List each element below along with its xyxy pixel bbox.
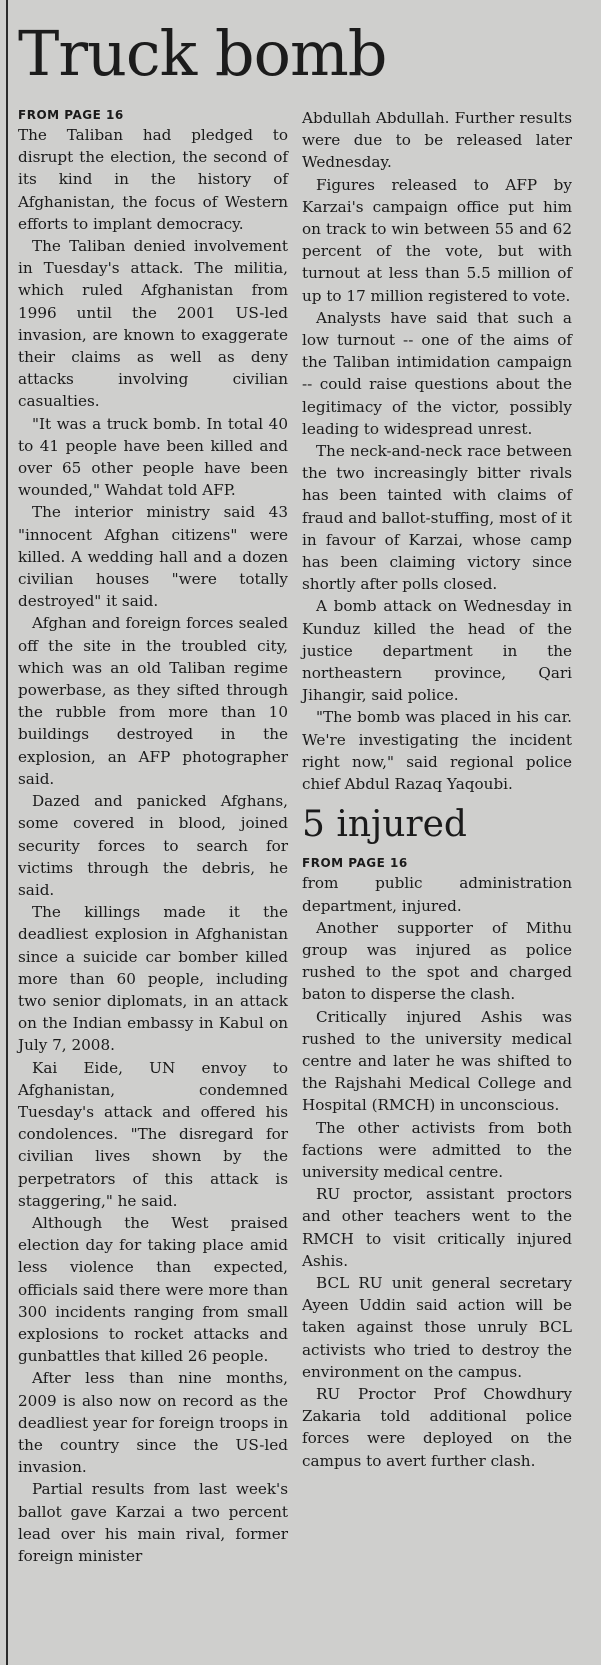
kicker-from-page: FROM PAGE 16 (302, 856, 408, 871)
headline-5-injured: 5 injured (302, 804, 467, 846)
paragraph: "It was a truck bomb. In total 40 to 41 people have been killed and over 65 other people have been wounded," Wahdat told AFP. (18, 414, 288, 500)
paragraph: Kai Eide, UN envoy to Afghanistan, condemned Tuesday's attack and offered his condolences. "The disregard for civilian lives shown by the perpetrators of this attack is staggering," he said. (18, 1058, 288, 1210)
paragraph: The killings made it the deadliest explosion in Afghanistan since a suicide car bomber killed more than 60 people, including two senior diplomats, in an attack on the Indian embassy in Kabul on July 7, 2008. (18, 903, 288, 1055)
paragraph: Another supporter of Mithu group was injured as police rushed to the spot and charged baton to disperse the clash. (302, 918, 572, 1004)
paragraph: "The bomb was placed in his car. We're investigating the incident right now," said regional police chief Abdul Razaq Yaqoubi. (302, 708, 572, 794)
paragraph: BCL RU unit general secretary Ayeen Uddin said action will be taken against those unruly BCL activists who tried to destroy the environment on the campus. (302, 1273, 572, 1381)
paragraph: The Taliban denied involvement in Tuesday's attack. The militia, which ruled Afghanistan from 1996 until the 2001 US-led invasion, are known to exaggerate their claims as well as deny attacks involving civilian casualties. (18, 237, 288, 411)
paragraph: A bomb attack on Wednesday in Kunduz killed the head of the justice department in the northeastern province, Qari Jihangir, said police. (302, 597, 572, 705)
paragraph: Figures released to AFP by Karzai's campaign office put him on track to win between 55 and 62 percent of the vote, but with turnout at less than 5.5 million of up to 17 million registered to vote. (302, 175, 572, 305)
paragraph: RU proctor, assistant proctors and other teachers went to the RMCH to visit critically injured Ashis. (302, 1185, 572, 1270)
kicker-from-page: FROM PAGE 16 (18, 108, 124, 122)
paragraph: The Taliban had pledged to disrupt the election, the second of its kind in the history of Afghanistan, the focus of Western efforts to implant democracy. (18, 126, 288, 233)
paragraph: Dazed and panicked Afghans, some covered in blood, joined security forces to search for victims through the debris, he said. (18, 792, 288, 899)
paragraph: Analysts have said that such a low turnout -- one of the aims of the Taliban intimidation campaign -- could raise questions about the legitimacy of the victor, possibly leading to widespread unrest. (302, 308, 572, 438)
paragraph: Abdullah Abdullah. Further results were due to be released later Wednesday. (302, 109, 572, 172)
paragraph: After less than nine months, 2009 is also now on record as the deadliest year for foreign troops in the country since the US-led invasion. (18, 1369, 288, 1477)
story-column-right (302, 107, 572, 1472)
paragraph: from public administration department, injured. (302, 874, 572, 915)
story-column-left (18, 107, 288, 1567)
paragraph: Although the West praised election day for taking place amid less violence than expected, officials said there were more than 300 incidents ranging from small explosions to rocket attacks and gunbattles that killed 26 people. (18, 1213, 288, 1366)
paragraph: Critically injured Ashis was rushed to the university medical centre and later he was shifted to the Rajshahi Medical College and Hospital (RMCH) in unconscious. (302, 1007, 572, 1115)
paragraph: The neck-and-neck race between the two increasingly bitter rivals has been tainted with claims of fraud and ballot-stuffing, most of it in favour of Karzai, whose camp has been claiming victory since shortly after polls closed. (302, 442, 572, 594)
paragraph: Afghan and foreign forces sealed off the site in the troubled city, which was an old Taliban regime powerbase, as they sifted through the rubble from more than 10 buildings destroyed in the explosion, an AFP photographer said. (18, 614, 288, 788)
paragraph: RU Proctor Prof Chowdhury Zakaria told additional police forces were deployed on the campus to avert further clash. (302, 1384, 572, 1470)
paragraph: The interior ministry said 43 "innocent Afghan citizens" were killed. A wedding hall and a dozen civilian houses "were totally destroyed" it said. (18, 503, 288, 611)
paragraph: Partial results from last week's ballot gave Karzai a two percent lead over his main rival, former foreign minister (18, 1480, 288, 1565)
paragraph: The other activists from both factions were admitted to the university medical centre. (302, 1118, 572, 1181)
column-rule (6, 0, 8, 1665)
headline-truck-bomb: Truck bomb (18, 17, 387, 90)
